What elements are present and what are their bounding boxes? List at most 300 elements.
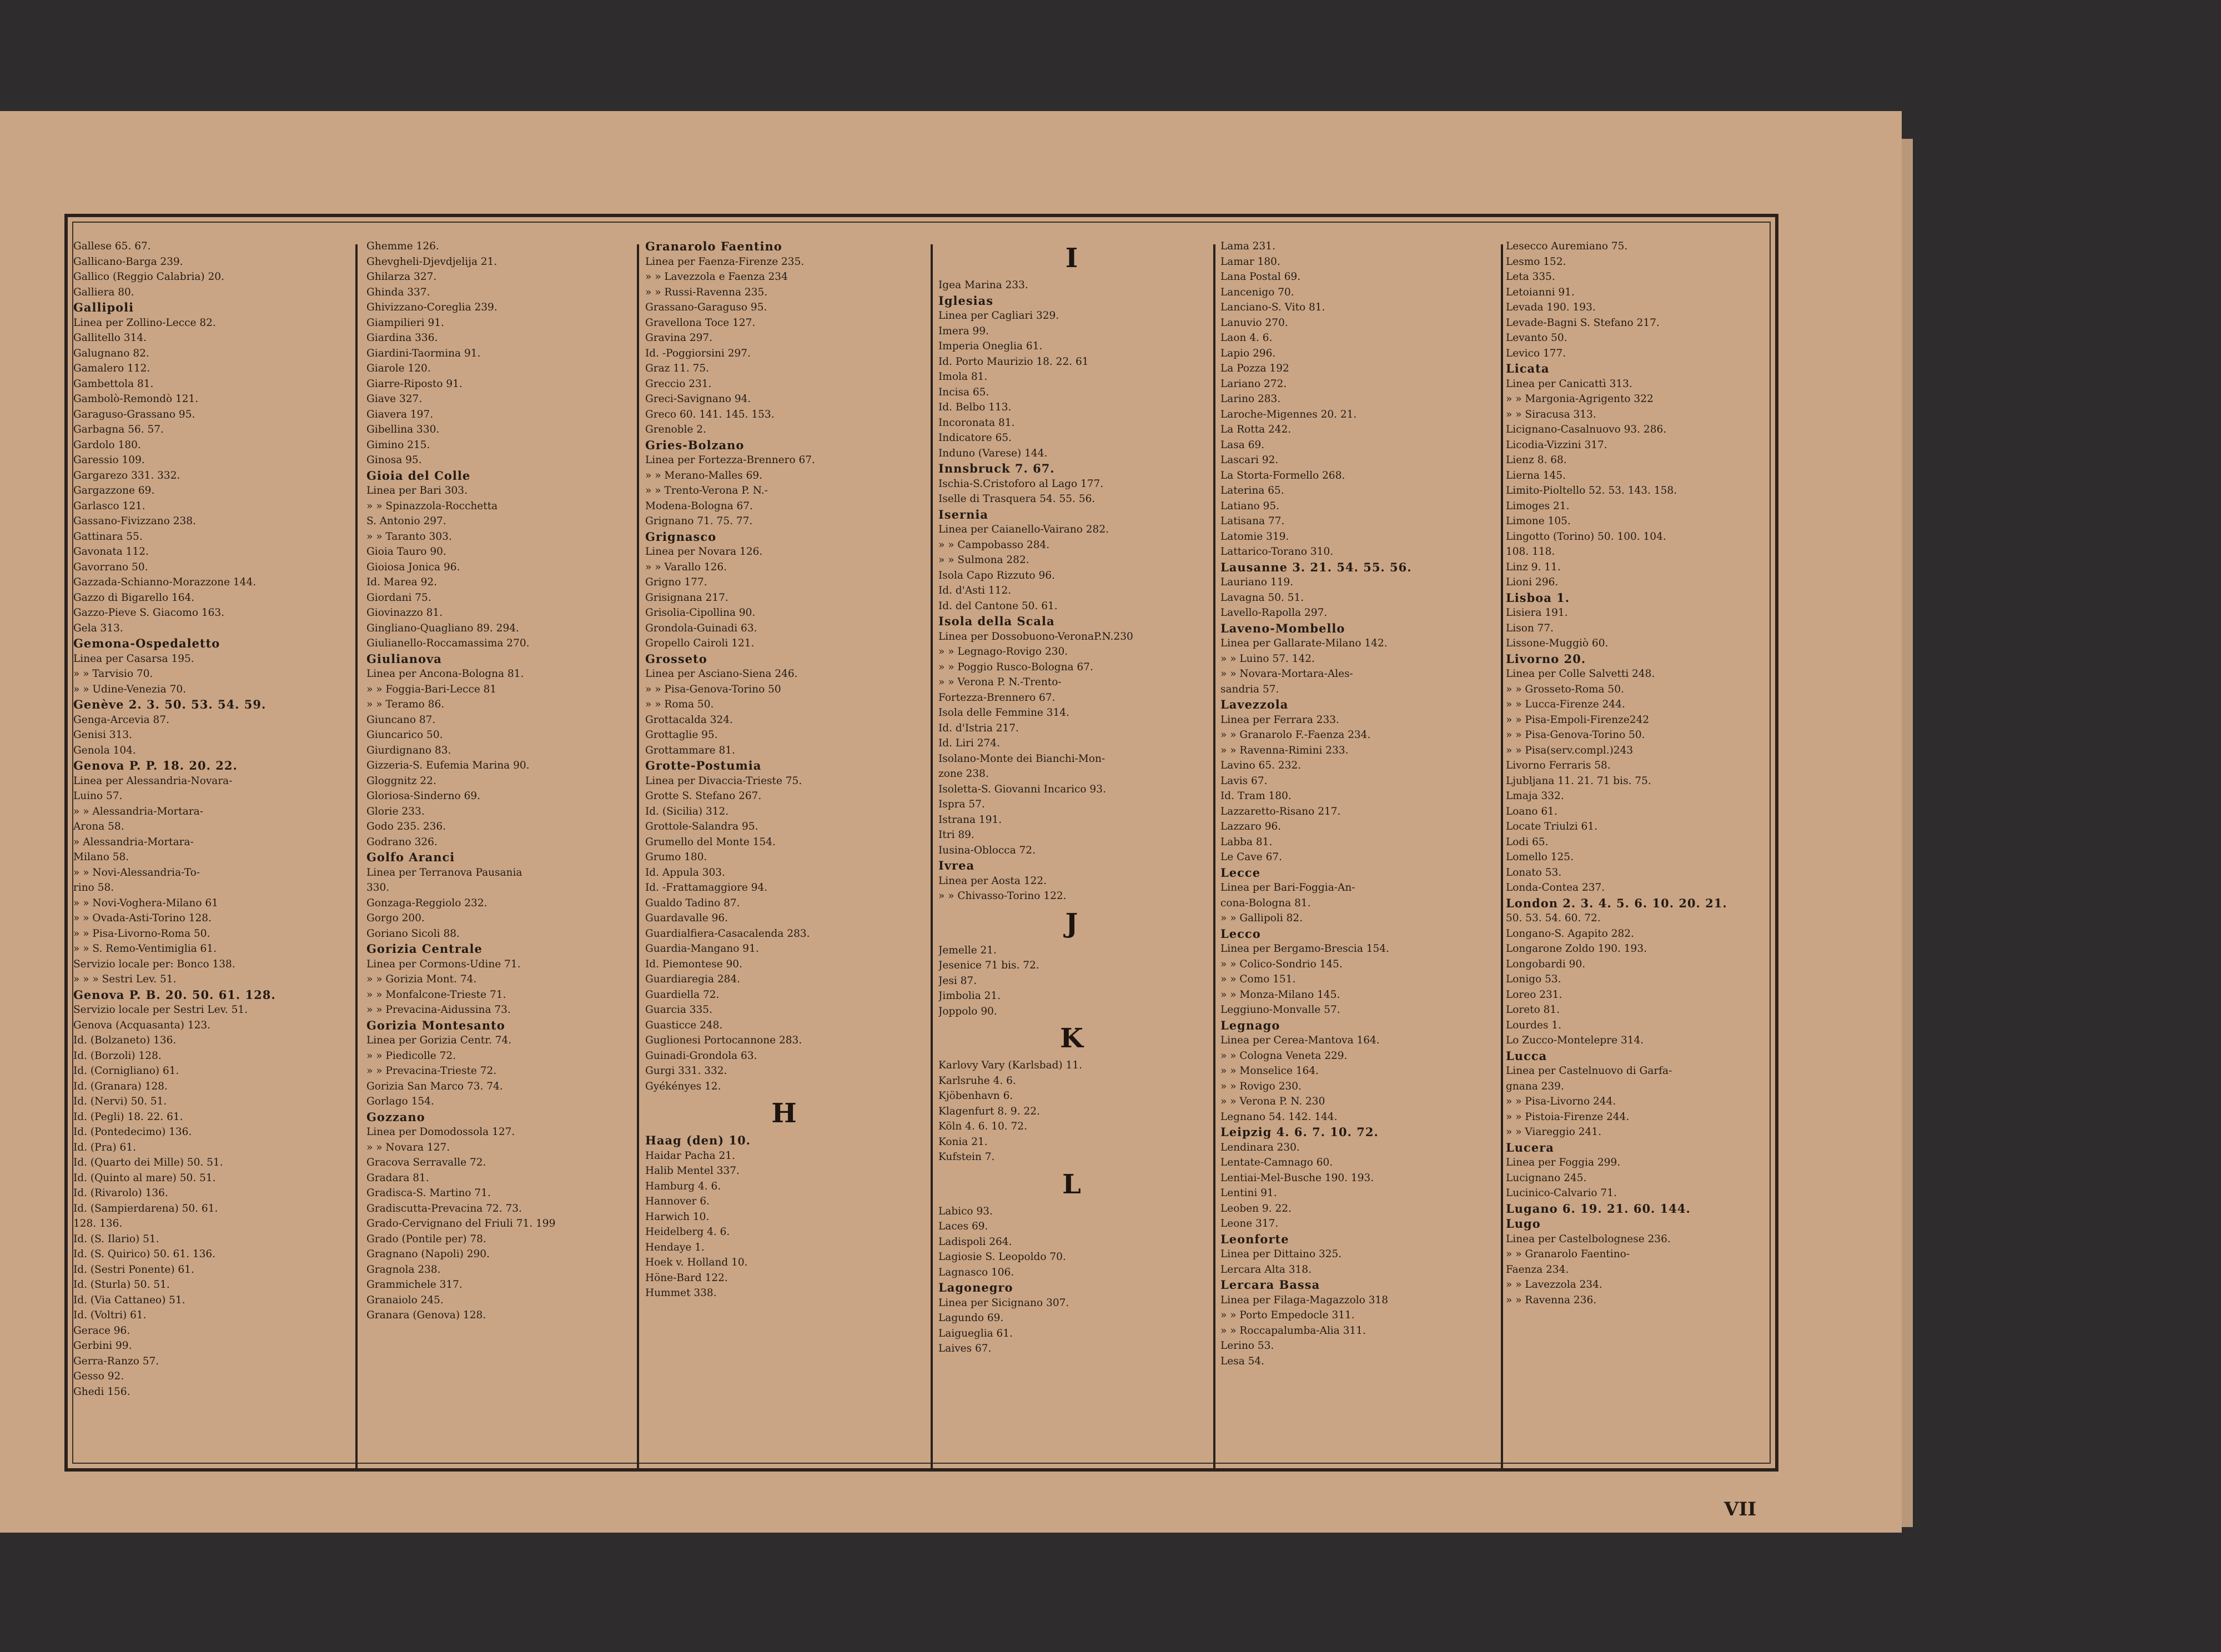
index-entry: La Pozza 192 — [1220, 363, 1289, 374]
index-entry: Latisana 77. — [1220, 515, 1285, 527]
index-entry: Hummet 338. — [645, 1287, 717, 1299]
index-entry: Grisolia-Cipollina 90. — [645, 607, 756, 619]
index-entry: Gimino 215. — [366, 439, 430, 451]
index-heading: Lucca — [1506, 1048, 1547, 1063]
index-entry: Id. (Borzoli) 128. — [73, 1050, 162, 1062]
index-entry: Gyékényes 12. — [645, 1080, 721, 1092]
index-entry: Leoben 9. 22. — [1220, 1202, 1292, 1214]
index-entry: Konia 21. — [938, 1136, 988, 1148]
index-entry: Linea per Dossobuono-VeronaP.N.230 — [938, 630, 1133, 642]
index-entry: Lagnasco 106. — [938, 1266, 1014, 1278]
index-entry: Gragnano (Napoli) 290. — [366, 1248, 490, 1260]
index-entry: Lazzaretto-Risano 217. — [1220, 805, 1341, 817]
index-entry: Id. Tram 180. — [1220, 790, 1292, 802]
index-entry: » » Merano-Malles 69. — [645, 469, 763, 481]
index-entry: Lagundo 69. — [938, 1312, 1004, 1324]
index-entry: Lo Zucco-Montelepre 314. — [1506, 1035, 1644, 1046]
index-entry: Linea per Sicignano 307. — [938, 1297, 1069, 1309]
index-entry: Laces 69. — [938, 1221, 988, 1232]
index-entry: Grottacalda 324. — [645, 714, 733, 726]
index-entry: Ghivizzano-Coreglia 239. — [366, 302, 498, 313]
index-entry: Giurdignano 83. — [366, 744, 451, 756]
index-entry: Limito-Pioltello 52. 53. 143. 158. — [1506, 485, 1677, 496]
index-entry: Lavagna 50. 51. — [1220, 591, 1304, 604]
index-entry: » » Udine-Venezia 70. — [73, 683, 186, 695]
index-entry: » » Roccapalumba-Alia 311. — [1220, 1324, 1366, 1337]
index-entry: Guardialfiera-Casacalenda 283. — [645, 927, 810, 940]
index-heading: Laveno-Mombello — [1220, 621, 1345, 635]
index-entry: » » Varallo 126. — [645, 561, 727, 573]
index-entry: » » Spinazzola-Rocchetta — [366, 500, 498, 512]
index-heading: Lucera — [1506, 1140, 1554, 1154]
index-entry: » » Pisa-Genova-Torino 50. — [1506, 729, 1645, 741]
index-entry: Halib Mentel 337. — [645, 1165, 740, 1177]
index-entry: Lisiera 191. — [1506, 607, 1568, 619]
index-entry: Lomello 125. — [1506, 851, 1574, 863]
index-entry: Isola Capo Rizzuto 96. — [938, 569, 1055, 581]
index-entry: » » Gorizia Mont. 74. — [366, 973, 477, 985]
index-entry: Id. (Rivarolo) 136. — [73, 1187, 168, 1199]
index-entry: Grotte S. Stefano 267. — [645, 790, 762, 802]
index-entry: Gradiscutta-Prevacina 72. 73. — [366, 1202, 522, 1214]
index-entry: » » Monselice 164. — [1220, 1065, 1319, 1077]
index-entry: Id. -Poggiorsini 297. — [645, 347, 751, 359]
index-heading: Genève 2. 3. 50. 53. 54. 59. — [73, 697, 267, 711]
index-entry: Linea per Ancona-Bologna 81. — [366, 668, 524, 680]
index-entry: » » » Sestri Lev. 51. — [73, 973, 177, 985]
index-entry: » » Pisa-Empoli-Firenze242 — [1506, 714, 1650, 726]
index-entry: Id. (Pegli) 18. 22. 61. — [73, 1111, 183, 1123]
index-heading: Genova P. B. 20. 50. 61. 128. — [73, 987, 276, 1002]
index-entry: Guardiaregia 284. — [645, 973, 741, 985]
index-entry: Lingotto (Torino) 50. 100. 104. — [1506, 530, 1666, 543]
index-entry: Gela 313. — [73, 622, 123, 634]
index-heading: Golfo Aranci — [366, 850, 455, 864]
index-heading: Grignasco — [645, 529, 717, 544]
index-entry: Gambolò-Remondò 121. — [73, 393, 199, 405]
index-entry: Linea per Ferrara 233. — [1220, 714, 1339, 726]
index-entry: Id. (Bolzaneto) 136. — [73, 1035, 177, 1046]
index-entry: Guardiella 72. — [645, 988, 720, 1001]
index-entry: Linea per Aosta 122. — [938, 875, 1047, 887]
index-entry: Lavello-Rapolla 297. — [1220, 607, 1328, 619]
index-entry: Lison 77. — [1506, 622, 1554, 634]
index-entry: Guasticce 248. — [645, 1019, 723, 1031]
index-heading: Ivrea — [938, 858, 975, 872]
index-heading: Gozzano — [366, 1109, 425, 1124]
index-entry: Lesecco Auremiano 75. — [1506, 240, 1628, 252]
index-heading: Lagonegro — [938, 1281, 1013, 1294]
index-entry: Gloggnitz 22. — [366, 775, 436, 787]
index-entry: Ghemme 126. — [366, 240, 439, 252]
index-entry: Grassano-Garaguso 95. — [645, 302, 767, 313]
index-entry: Linea per Casarsa 195. — [73, 652, 194, 665]
index-entry: Le Cave 67. — [1220, 851, 1282, 863]
index-entry: Laroche-Migennes 20. 21. — [1220, 408, 1357, 420]
index-entry: Linea per Bari-Foggia-An- — [1220, 882, 1355, 893]
index-entry: » » Verona P. N.-Trento- — [938, 676, 1062, 688]
index-entry: Lariano 272. — [1220, 378, 1287, 390]
index-entry: Leta 335. — [1506, 271, 1555, 283]
page-edges — [1902, 139, 1913, 1527]
index-entry: Lauriano 119. — [1220, 576, 1294, 588]
index-entry: Gargazzone 69. — [73, 485, 155, 496]
index-heading: Lugo — [1506, 1217, 1541, 1231]
index-entry: » » Rovigo 230. — [1220, 1080, 1302, 1092]
index-heading: Gorizia Centrale — [366, 942, 483, 956]
index-entry: Grottaglie 95. — [645, 729, 718, 741]
index-entry: » » Novi-Voghera-Milano 61 — [73, 897, 218, 909]
section-letter: K — [1060, 1023, 1083, 1054]
index-entry: Gallese 65. 67. — [73, 240, 151, 252]
index-entry: Legnano 54. 142. 144. — [1220, 1111, 1338, 1123]
index-entry: Linea per Gorizia Centr. 74. — [366, 1035, 512, 1046]
index-entry: » » Trento-Verona P. N.- — [645, 485, 768, 496]
index-heading: Giulianova — [366, 651, 442, 666]
index-entry: Arona 58. — [73, 821, 124, 832]
index-heading: Haag (den) 10. — [645, 1133, 751, 1147]
index-heading: Lecce — [1220, 865, 1261, 880]
index-entry: Id. (Nervi) 50. 51. — [73, 1096, 167, 1107]
index-entry: Hoek v. Holland 10. — [645, 1257, 748, 1268]
index-entry: Linea per Cagliari 329. — [938, 310, 1059, 322]
index-entry: Lonigo 53. — [1506, 973, 1561, 985]
index-entry: Laon 4. 6. — [1220, 332, 1273, 344]
index-entry: Istrana 191. — [938, 814, 1002, 826]
index-entry: Id. (Granara) 128. — [73, 1080, 168, 1092]
index-entry: Genga-Arcevia 87. — [73, 714, 169, 726]
index-entry: » » S. Remo-Ventimiglia 61. — [73, 943, 217, 955]
index-entry: Longarone Zoldo 190. 193. — [1506, 943, 1647, 955]
index-entry: » » Legnago-Rovigo 230. — [938, 646, 1068, 657]
index-entry: Incoronata 81. — [938, 416, 1015, 429]
index-entry: Lanuvio 270. — [1220, 317, 1288, 329]
index-entry: Id. (Sturla) 50. 51. — [73, 1279, 170, 1291]
index-entry: » » Poggio Rusco-Bologna 67. — [938, 661, 1093, 673]
index-entry: Jemelle 21. — [938, 944, 997, 956]
index-entry: Lodi 65. — [1506, 836, 1549, 848]
index-entry: » » Colico-Sondrio 145. — [1220, 958, 1343, 970]
index-entry: Labico 93. — [938, 1205, 993, 1217]
index-entry: » » Siracusa 313. — [1506, 408, 1596, 420]
index-entry: Heidelberg 4. 6. — [645, 1226, 730, 1238]
index-entry: Glorie 233. — [366, 805, 425, 817]
index-entry: Laigueglia 61. — [938, 1327, 1013, 1339]
index-entry: » » Lavezzola 234. — [1506, 1279, 1602, 1291]
index-entry: Id. (Quinto al mare) 50. 51. — [73, 1172, 216, 1184]
index-entry: rino 58. — [73, 882, 114, 893]
index-entry: Gerra-Ranzo 57. — [73, 1355, 159, 1367]
index-entry: 108. 118. — [1506, 546, 1555, 558]
index-entry: Grado (Pontile per) 78. — [366, 1233, 486, 1245]
index-entry: Grigno 177. — [645, 576, 707, 588]
index-entry: Lavis 67. — [1220, 775, 1268, 787]
index-entry: » » Teramo 86. — [366, 699, 445, 710]
index-entry: Karlovy Vary (Karlsbad) 11. — [938, 1060, 1082, 1071]
index-entry: Larino 283. — [1220, 393, 1281, 405]
index-entry: Gerbini 99. — [73, 1340, 132, 1352]
index-entry: Garbagna 56. 57. — [73, 424, 164, 435]
index-entry: Gizzeria-S. Eufemia Marina 90. — [366, 760, 530, 771]
index-heading: Innsbruck 7. 67. — [938, 461, 1055, 475]
index-entry: » » Novara-Mortara-Ales- — [1220, 668, 1353, 680]
index-entry: Giordani 75. — [366, 591, 431, 604]
index-entry: » » Prevacina-Trieste 72. — [366, 1065, 497, 1077]
index-entry: » » Taranto 303. — [366, 530, 452, 543]
index-entry: Gingliano-Quagliano 89. 294. — [366, 622, 519, 634]
index-entry: Gradisca-S. Martino 71. — [366, 1187, 491, 1199]
index-entry: Leone 317. — [1220, 1218, 1279, 1229]
index-entry: Gropello Cairoli 121. — [645, 637, 755, 649]
index-heading: Isernia — [938, 507, 988, 521]
index-entry: Ljubljana 11. 21. 71 bis. 75. — [1506, 775, 1651, 787]
index-entry: Lmaja 332. — [1506, 790, 1564, 802]
index-entry: Id. (Voltri) 61. — [73, 1309, 147, 1321]
index-entry: Jesenice 71 bis. 72. — [938, 960, 1039, 971]
index-entry: Latiano 95. — [1220, 500, 1280, 512]
index-entry: Grottole-Salandra 95. — [645, 821, 758, 832]
index-entry: Longano-S. Agapito 282. — [1506, 927, 1634, 940]
index-entry: Giarre-Riposto 91. — [366, 378, 463, 390]
index-entry: Id. (S. Quirico) 50. 61. 136. — [73, 1248, 216, 1260]
index-column-3 — [645, 239, 923, 1301]
index-entry: Limone 105. — [1506, 515, 1571, 527]
index-entry: Itri 89. — [938, 829, 974, 841]
index-entry: Lissone-Muggiò 60. — [1506, 637, 1609, 649]
index-entry: Gassano-Fivizzano 238. — [73, 515, 196, 527]
index-entry: sandria 57. — [1220, 683, 1279, 695]
index-entry: Greccio 231. — [645, 378, 712, 390]
index-entry: Linea per Cerea-Mantova 164. — [1220, 1035, 1380, 1046]
index-entry: Id. (Sicilia) 312. — [645, 805, 729, 817]
index-heading: Legnago — [1220, 1018, 1280, 1032]
index-entry: » » Monfalcone-Trieste 71. — [366, 988, 506, 1001]
index-heading: Licata — [1506, 361, 1550, 375]
index-entry: Ghevgheli-Djevdjelija 21. — [366, 255, 498, 268]
index-entry: Imola 81. — [938, 371, 988, 383]
index-entry: Grumo 180. — [645, 851, 707, 863]
index-entry: Lentini 91. — [1220, 1187, 1277, 1199]
index-entry: Jimbolia 21. — [938, 990, 1001, 1002]
index-entry: Godo 235. 236. — [366, 821, 446, 832]
index-entry: Köln 4. 6. 10. 72. — [938, 1121, 1027, 1132]
index-heading: Livorno 20. — [1506, 651, 1586, 666]
section-letter: L — [1062, 1168, 1081, 1200]
index-entry: Lesa 54. — [1220, 1355, 1265, 1367]
index-entry: » » Foggia-Bari-Lecce 81 — [366, 683, 497, 695]
index-entry: Gracova Serravalle 72. — [366, 1157, 486, 1168]
index-entry: » » Viareggio 241. — [1506, 1126, 1601, 1138]
index-entry: Id. (Via Cattaneo) 51. — [73, 1294, 185, 1306]
index-entry: Guardia-Mangano 91. — [645, 943, 759, 955]
index-entry: » » Russi-Ravenna 235. — [645, 286, 768, 298]
index-entry: cona-Bologna 81. — [1220, 897, 1311, 909]
index-entry: Gradara 81. — [366, 1172, 429, 1184]
index-entry: Galliera 80. — [73, 286, 134, 298]
index-entry: » » Granarolo F.-Faenza 234. — [1220, 729, 1371, 741]
index-column-5 — [1220, 239, 1495, 1369]
index-entry: Gravina 297. — [645, 332, 713, 344]
index-entry: Loano 61. — [1506, 805, 1557, 817]
index-entry: Kufstein 7. — [938, 1151, 995, 1163]
index-entry: » » Novara 127. — [366, 1141, 450, 1153]
index-entry: » » Margonia-Agrigento 322 — [1506, 393, 1654, 405]
index-entry: Iusina-Oblocca 72. — [938, 844, 1036, 856]
index-entry: Giardina 336. — [366, 332, 438, 344]
index-heading: Gorizia Montesanto — [366, 1018, 505, 1032]
index-entry: Lercara Alta 318. — [1220, 1263, 1312, 1276]
index-entry: Laterina 65. — [1220, 485, 1284, 496]
index-entry: Lattarico-Torano 310. — [1220, 546, 1334, 558]
index-entry: » » Verona P. N. 230 — [1220, 1096, 1325, 1107]
index-entry: Haidar Pacha 21. — [645, 1149, 735, 1162]
index-entry: Id. (Sampierdarena) 50. 61. — [73, 1202, 218, 1214]
index-entry: Linea per Divaccia-Trieste 75. — [645, 775, 802, 787]
index-entry: Linea per Canicattì 313. — [1506, 378, 1632, 390]
index-entry: Gallitello 314. — [73, 332, 147, 344]
column-divider — [1501, 244, 1503, 1472]
index-entry: Licodia-Vizzini 317. — [1506, 439, 1607, 451]
index-entry: Joppolo 90. — [938, 1005, 997, 1017]
index-entry: » » Luino 57. 142. — [1220, 652, 1315, 665]
index-entry: Ghinda 337. — [366, 286, 430, 298]
index-entry: S. Antonio 297. — [366, 515, 446, 527]
index-entry: Linea per Alessandria-Novara- — [73, 775, 233, 787]
index-heading: Lecco — [1220, 926, 1261, 941]
index-entry: Kjöbenhavn 6. — [938, 1090, 1013, 1102]
index-entry: Linea per Cormons-Udine 71. — [366, 958, 521, 970]
index-entry: Hamburg 4. 6. — [645, 1180, 721, 1192]
index-entry: Linea per Filaga-Magazzolo 318 — [1220, 1294, 1389, 1306]
index-entry: 50. 53. 54. 60. 72. — [1506, 912, 1601, 924]
index-entry: Gurgi 331. 332. — [645, 1065, 727, 1077]
index-entry: Greco 60. 141. 145. 153. — [645, 408, 775, 420]
index-entry: Gioia Tauro 90. — [366, 546, 446, 558]
index-entry: Giavera 197. — [366, 408, 434, 420]
index-heading: Lausanne 3. 21. 54. 55. 56. — [1220, 560, 1412, 574]
index-entry: Lentate-Camnago 60. — [1220, 1157, 1333, 1168]
index-entry: Grammichele 317. — [366, 1279, 463, 1291]
index-heading: Grosseto — [645, 651, 707, 666]
index-entry: Londa-Contea 237. — [1506, 882, 1605, 893]
index-entry: 128. 136. — [73, 1218, 123, 1229]
index-entry: Gazzada-Schianno-Morazzone 144. — [73, 576, 257, 588]
index-heading: Leonforte — [1220, 1232, 1289, 1246]
index-entry: » » Alessandria-Mortara- — [73, 805, 203, 817]
section-letter: H — [771, 1098, 797, 1129]
index-entry: Gavonata 112. — [73, 546, 149, 558]
index-entry: Lasa 69. — [1220, 439, 1265, 451]
index-entry: Gibellina 330. — [366, 424, 440, 435]
index-entry: Gardolo 180. — [73, 439, 141, 451]
index-entry: Laives 67. — [938, 1343, 992, 1354]
index-entry: Gravellona Toce 127. — [645, 317, 756, 329]
index-entry: Linea per Faenza-Firenze 235. — [645, 255, 805, 268]
index-entry: Lagiosie S. Leopoldo 70. — [938, 1251, 1066, 1263]
section-letter: I — [1065, 243, 1078, 274]
index-entry: Id. (Pontedecimo) 136. — [73, 1126, 192, 1138]
index-column-4 — [938, 239, 1205, 1357]
index-column-2 — [366, 239, 627, 1323]
index-entry: » » Sulmona 282. — [938, 554, 1029, 566]
index-entry: Levico 177. — [1506, 347, 1566, 359]
index-entry: » » Pisa-Livorno-Roma 50. — [73, 927, 210, 940]
index-heading: Isola della Scala — [938, 614, 1055, 628]
index-entry: Linea per Colle Salvetti 248. — [1506, 668, 1655, 680]
index-heading: Genova P. P. 18. 20. 22. — [73, 759, 238, 772]
index-entry: Klagenfurt 8. 9. 22. — [938, 1105, 1040, 1117]
index-entry: Locate Triulzi 61. — [1506, 821, 1597, 832]
index-entry: Lonato 53. — [1506, 866, 1562, 878]
index-entry: Id. Piemontese 90. — [645, 958, 742, 970]
index-entry: » » Chivasso-Torino 122. — [938, 890, 1067, 902]
index-entry: Id. (Sestri Ponente) 61. — [73, 1263, 194, 1276]
index-entry: Lucignano 245. — [1506, 1172, 1587, 1184]
index-entry: Modena-Bologna 67. — [645, 500, 753, 512]
index-entry: Gattinara 55. — [73, 530, 143, 543]
index-entry: Giulianello-Roccamassima 270. — [366, 637, 530, 649]
index-entry: Lamar 180. — [1220, 255, 1280, 268]
index-entry: Id. del Cantone 50. 61. — [938, 600, 1058, 612]
index-heading: Lavezzola — [1220, 697, 1289, 711]
index-entry: Garlasco 121. — [73, 500, 145, 512]
index-entry: Isolano-Monte dei Bianchi-Mon- — [938, 752, 1106, 765]
index-entry: » » Lucca-Firenze 244. — [1506, 699, 1625, 710]
index-entry: » » Pistoia-Firenze 244. — [1506, 1111, 1630, 1123]
index-entry: La Storta-Formello 268. — [1220, 469, 1345, 481]
index-entry: » » Ovada-Asti-Torino 128. — [73, 912, 212, 924]
index-entry: Gloriosa-Sinderno 69. — [366, 790, 480, 802]
index-entry: » » Campobasso 284. — [938, 539, 1050, 551]
index-entry: Giardini-Taormina 91. — [366, 347, 481, 359]
index-entry: » » Pisa(serv.compl.)243 — [1506, 744, 1634, 756]
index-entry: Granara (Genova) 128. — [366, 1309, 486, 1321]
index-entry: » » Piedicolle 72. — [366, 1050, 456, 1062]
index-entry: » » Prevacina-Aidussina 73. — [366, 1004, 511, 1016]
index-heading: Lisboa 1. — [1506, 590, 1570, 605]
index-entry: Loreo 231. — [1506, 988, 1562, 1001]
index-entry: » » Ravenna-Rimini 233. — [1220, 744, 1349, 756]
index-heading: Gemona-Ospedaletto — [73, 636, 220, 650]
index-entry: Faenza 234. — [1506, 1263, 1569, 1276]
index-entry: Linea per Foggia 299. — [1506, 1157, 1621, 1168]
index-entry: Limoges 21. — [1506, 500, 1570, 512]
index-entry: Luino 57. — [73, 790, 123, 802]
index-entry: Id. -Frattamaggiore 94. — [645, 882, 768, 893]
index-entry: Id. d'Istria 217. — [938, 722, 1019, 734]
index-entry: Gorizia San Marco 73. 74. — [366, 1080, 503, 1092]
index-entry: Linea per Castelnuovo di Garfa- — [1506, 1065, 1672, 1077]
index-entry: Id. (Cornigliano) 61. — [73, 1065, 179, 1077]
index-entry: Lentiai-Mel-Busche 190. 193. — [1220, 1172, 1374, 1184]
index-entry: Gonzaga-Reggiolo 232. — [366, 897, 488, 909]
index-heading: Iglesias — [938, 293, 994, 308]
index-entry: Lourdes 1. — [1506, 1019, 1561, 1031]
index-entry: Guarcia 335. — [645, 1004, 712, 1016]
index-entry: Linea per Caianello-Vairano 282. — [938, 524, 1109, 535]
index-entry: Incisa 65. — [938, 386, 989, 398]
index-entry: Linea per Domodossola 127. — [366, 1126, 515, 1138]
index-entry: Servizio locale per: Bonco 138. — [73, 958, 235, 970]
index-column-1 — [73, 239, 345, 1399]
index-entry: Ginosa 95. — [366, 454, 422, 466]
index-entry: » » Porto Empedocle 311. — [1220, 1309, 1355, 1321]
index-entry: Id. Belbo 113. — [938, 401, 1012, 413]
index-entry: » » Gallipoli 82. — [1220, 912, 1303, 924]
index-entry: » » Como 151. — [1220, 973, 1296, 985]
index-entry: Lierna 145. — [1506, 469, 1566, 481]
index-entry: Genova (Acquasanta) 123. — [73, 1019, 211, 1031]
